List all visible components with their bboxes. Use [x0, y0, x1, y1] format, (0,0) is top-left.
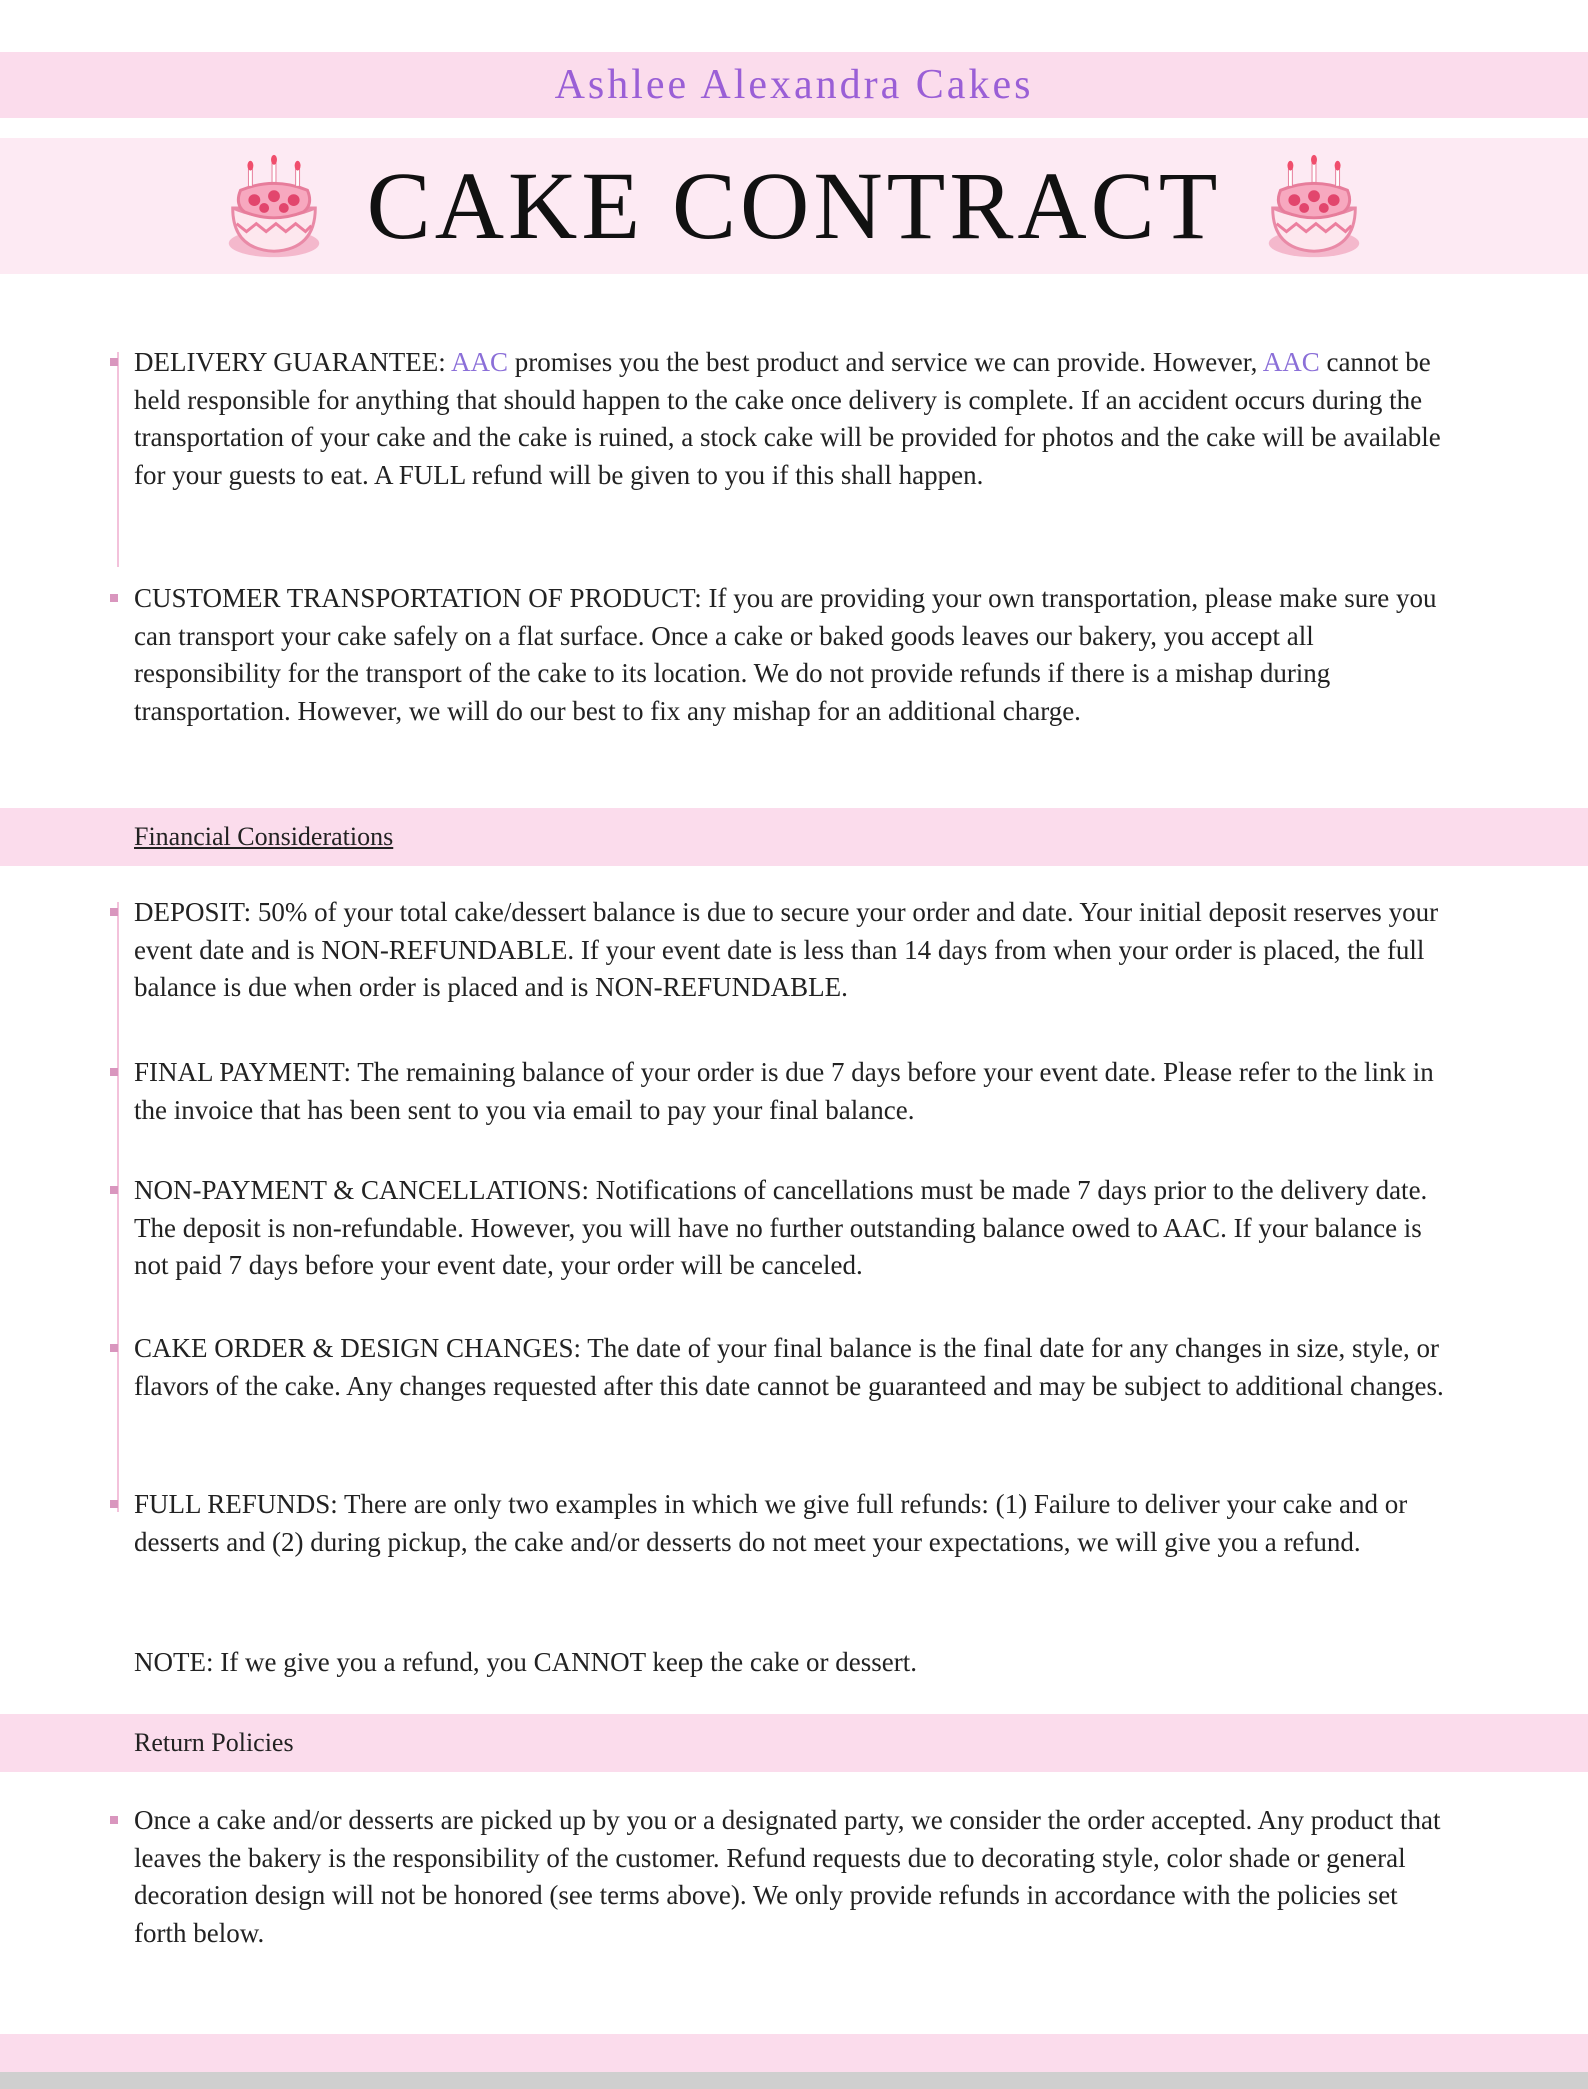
list-item-text: DEPOSIT: 50% of your total cake/dessert balance is due to secure your order and date. Your initial deposit reserves your event date and is NON-REFUNDABLE. If your event date is less than 14 days from when your order is placed, the full balance is due when order is placed and is NON-REFUNDABLE.	[134, 897, 1439, 1002]
bullet-icon	[110, 594, 118, 602]
bullet-icon	[110, 908, 118, 916]
bullet-icon	[110, 1344, 118, 1352]
section-heading-returns	[0, 1714, 1588, 1772]
cake-icon	[1255, 147, 1373, 265]
list-item-text: NON-PAYMENT & CANCELLATIONS: Notifications of cancellations must be made 7 days prior to the delivery date. The deposit is non-refundable. However, you will have no further outstanding balance owed to AAC. If your balance is not paid 7 days before your event date, your order will be canceled.	[134, 1175, 1428, 1280]
list-item-text: FINAL PAYMENT: The remaining balance of your order is due 7 days before your event date. Please refer to the link in the invoice that has been sent to you via email to pay your final balance.	[134, 1057, 1434, 1125]
bullet-icon	[110, 1500, 118, 1508]
list-item-text: DELIVERY GUARANTEE: AAC promises you the best product and service we can provide. However, AAC cannot be held responsible for anything that should happen to the cake once delivery is complete. If an accident occurs during the transportation of your cake and the cake is ruined, a stock cake will be provided for photos and the cake will be available for your guests to eat. A FULL refund will be given to you if this shall happen.	[134, 347, 1441, 490]
brand-name: Ashlee Alexandra Cakes	[554, 62, 1034, 108]
bullet-icon	[110, 1068, 118, 1076]
bullet-icon	[110, 1186, 118, 1194]
list-item-text: FULL REFUNDS: There are only two examples in which we give full refunds: (1) Failure to deliver your cake and or desserts and (2) during pickup, the cake and/or desserts do not meet your expectations, we will give you a refund.	[134, 1489, 1408, 1557]
list-item-deposit	[110, 894, 1455, 1007]
list-item-return-policy	[110, 1802, 1455, 1952]
list-item-delivery-guarantee	[110, 344, 1455, 494]
title-band	[0, 138, 1588, 274]
list-item-text: Once a cake and/or desserts are picked up by you or a designated party, we consider the order accepted. Any product that leaves the bakery is the responsibility of the customer. Refund requests due to decorating style, color shade or general decoration design will not be honored (see terms above). We only provide refunds in accordance with the policies set forth below.	[134, 1805, 1441, 1948]
cake-icon	[215, 147, 333, 265]
bullet-icon	[110, 358, 118, 366]
page-edge-shadow	[0, 2072, 1588, 2089]
list-item-customer-transportation	[110, 580, 1455, 730]
bullet-icon	[110, 1816, 118, 1824]
brand-bar	[0, 52, 1588, 118]
section-heading-financial	[0, 808, 1588, 866]
section-heading-text: Return Policies	[134, 1728, 294, 1757]
footer-band	[0, 2034, 1588, 2072]
section-heading-text: Financial Considerations	[134, 822, 394, 851]
list-item-design-changes	[110, 1330, 1455, 1405]
list-item-final-payment	[110, 1054, 1455, 1129]
page-title: CAKE CONTRACT	[366, 152, 1222, 259]
list-item-text: CAKE ORDER & DESIGN CHANGES: The date of your final balance is the final date for any changes in size, style, or flavors of the cake. Any changes requested after this date cannot be guaranteed and may be subject to additional changes.	[134, 1333, 1444, 1401]
list-item-text: CUSTOMER TRANSPORTATION OF PRODUCT: If you are providing your own transportation, please make sure you can transport your cake safely on a flat surface. Once a cake or baked goods leaves our bakery, you accept all responsibility for the transport of the cake to its location. We do not provide refunds if there is a mishap during transportation. However, we will do our best to fix any mishap for an additional charge.	[134, 583, 1437, 726]
list-item-full-refunds	[110, 1486, 1455, 1561]
list-item-non-payment	[110, 1172, 1455, 1285]
refund-note: NOTE: If we give you a refund, you CANNOT keep the cake or dessert.	[134, 1647, 918, 1677]
